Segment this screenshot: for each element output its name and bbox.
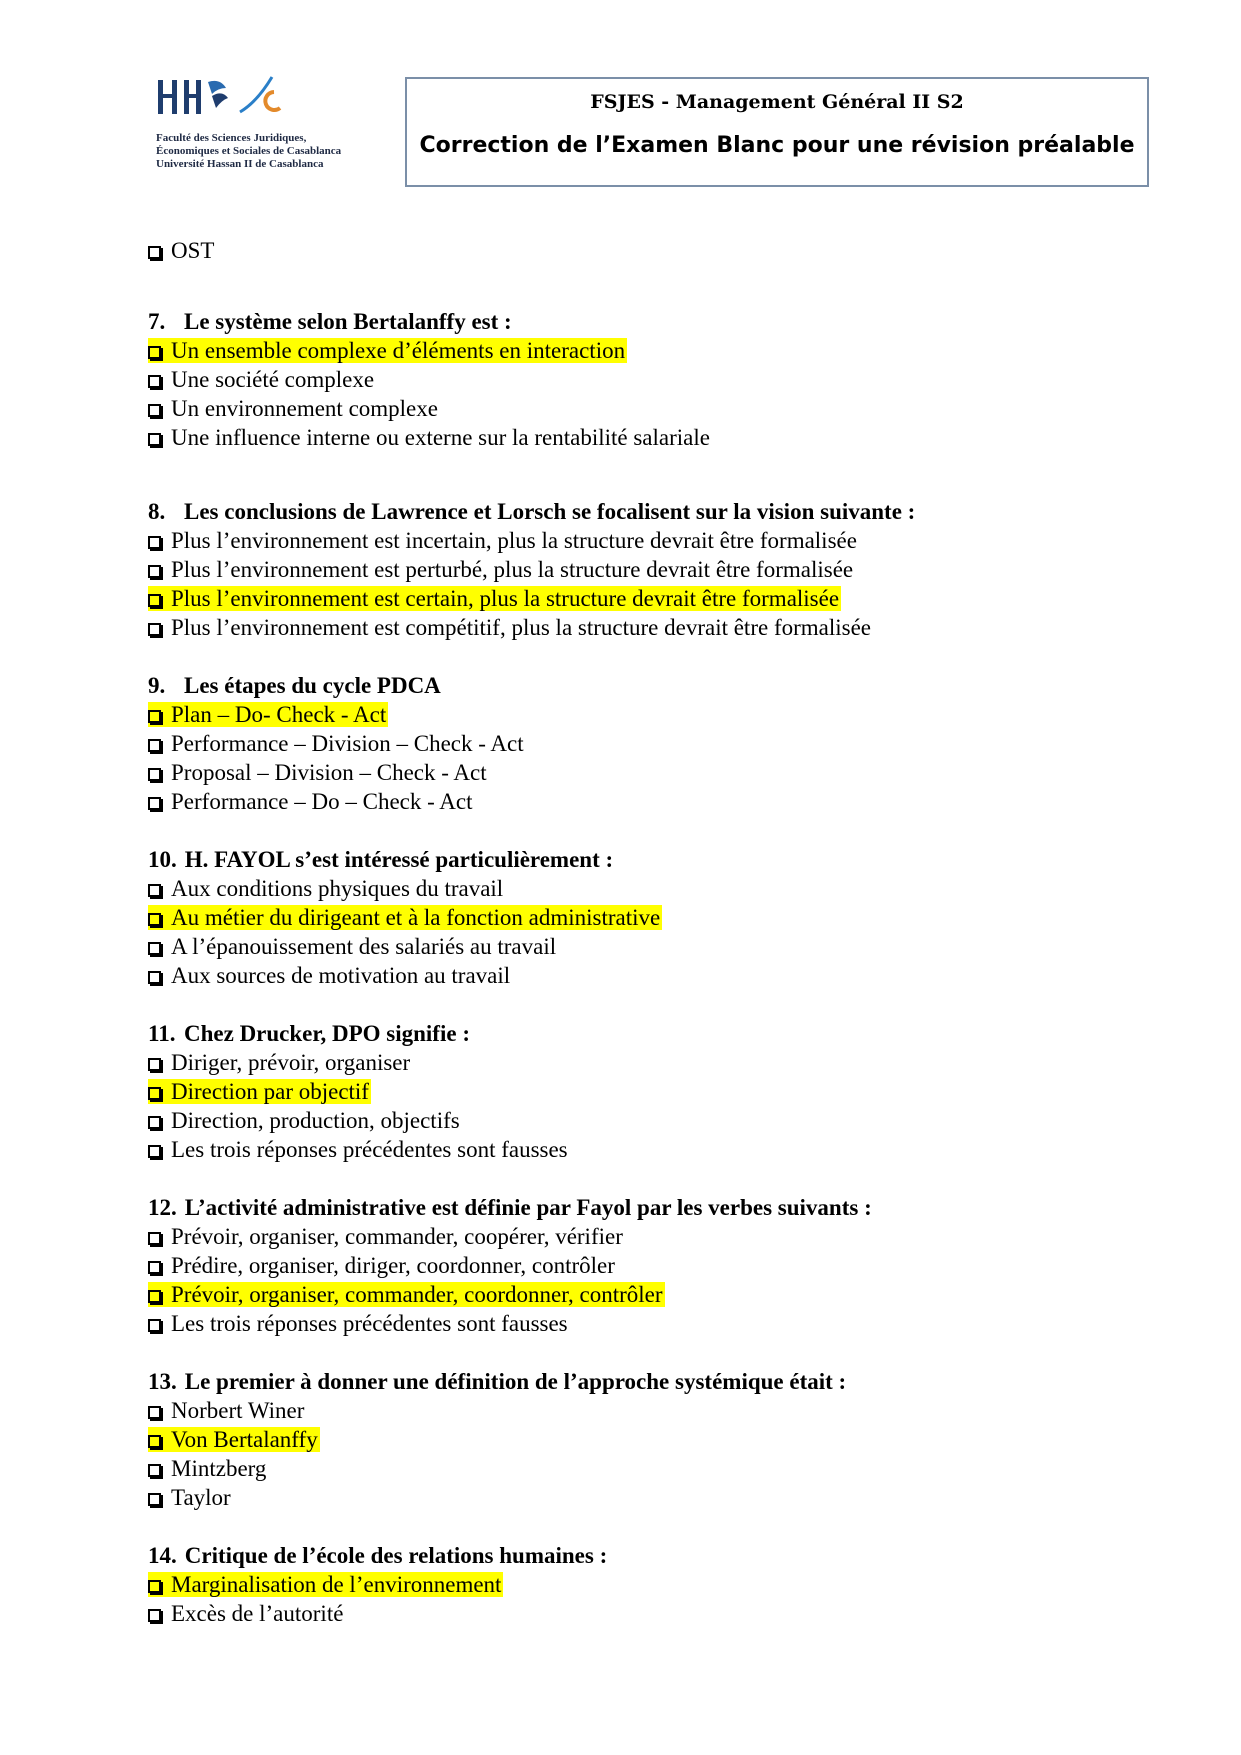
checkbox-icon (148, 710, 161, 723)
question-text: Le premier à donner une définition de l’approche systémique était : (184, 1369, 847, 1394)
question-number: 10. (148, 847, 177, 872)
question-text: Chez Drucker, DPO signifie : (184, 1021, 470, 1046)
question-heading (148, 307, 1148, 336)
option-text: Prévoir, organiser, commander, coordonner, contrôler (171, 1282, 663, 1307)
option-item[interactable] (148, 526, 1148, 555)
option-item[interactable] (148, 1599, 1148, 1628)
option-item[interactable] (148, 613, 1148, 642)
question-text: L’activité administrative est définie par Fayol par les verbes suivants : (184, 1195, 872, 1220)
option-text: Mintzberg (171, 1456, 267, 1481)
checkbox-icon (148, 1058, 161, 1071)
checkbox-icon (148, 346, 161, 359)
checkbox-icon (148, 1493, 161, 1506)
document-title: Correction de l’Examen Blanc pour une révision préalable (419, 133, 1135, 158)
option-text: Une influence interne ou externe sur la rentabilité salariale (171, 425, 710, 450)
option-item[interactable] (148, 758, 1148, 787)
option-text: Prévoir, organiser, commander, coopérer, vérifier (171, 1224, 623, 1249)
correct-option-item[interactable] (148, 903, 1148, 932)
option-text: Aux sources de motivation au travail (171, 963, 511, 988)
option-text: Les trois réponses précédentes sont fausses (171, 1137, 568, 1162)
checkbox-icon (148, 536, 161, 549)
question-text: Le système selon Bertalanffy est : (184, 309, 512, 334)
checkbox-icon (148, 1261, 161, 1274)
correct-option-item[interactable] (148, 1280, 1148, 1309)
correct-option-item[interactable] (148, 1077, 1148, 1106)
option-item[interactable] (148, 961, 1148, 990)
header-box (405, 77, 1149, 187)
correct-option-item[interactable] (148, 1570, 1148, 1599)
checkbox-icon (148, 623, 161, 636)
checkbox-icon (148, 1145, 161, 1158)
option-text: Plus l’environnement est certain, plus la structure devrait être formalisée (171, 586, 840, 611)
option-text: Plus l’environnement est incertain, plus la structure devrait être formalisée (171, 528, 857, 553)
question-heading (148, 1193, 1148, 1222)
checkbox-icon (148, 971, 161, 984)
question-number: 14. (148, 1543, 177, 1568)
question-heading (148, 1367, 1148, 1396)
option-text: Plus l’environnement est perturbé, plus la structure devrait être formalisée (171, 557, 854, 582)
option-item[interactable] (148, 555, 1148, 584)
option-item[interactable] (148, 1251, 1148, 1280)
option-item[interactable] (148, 1048, 1148, 1077)
logo-caption (156, 132, 341, 171)
option-text: Von Bertalanffy (171, 1427, 318, 1452)
checkbox-icon (148, 739, 161, 752)
question-number: 11. (148, 1021, 176, 1046)
option-item[interactable] (148, 1483, 1148, 1512)
course-title: FSJES - Management Général II S2 (590, 91, 964, 113)
checkbox-icon (148, 797, 161, 810)
option-item[interactable] (148, 394, 1148, 423)
checkbox-icon (148, 1464, 161, 1477)
checkbox-icon (148, 1406, 161, 1419)
option-text: Marginalisation de l’environnement (171, 1572, 502, 1597)
option-item[interactable] (148, 932, 1148, 961)
option-text: Plus l’environnement est compétitif, plus la structure devrait être formalisée (171, 615, 872, 640)
logo-caption-line: Économiques et Sociales de Casablanca (156, 145, 342, 157)
option-text: Diriger, prévoir, organiser (171, 1050, 411, 1075)
question-text: Les étapes du cycle PDCA (184, 673, 441, 698)
checkbox-icon (148, 1087, 161, 1100)
option-item[interactable] (148, 1222, 1148, 1251)
question-heading (148, 497, 1148, 526)
question-heading (148, 671, 1148, 700)
option-item[interactable] (148, 1309, 1148, 1338)
option-text: Performance – Do – Check - Act (171, 789, 473, 814)
logo-caption-line: Université Hassan II de Casablanca (156, 158, 324, 170)
option-text: Les trois réponses précédentes sont fausses (171, 1311, 568, 1336)
option-text: Une société complexe (171, 367, 375, 392)
checkbox-icon (148, 375, 161, 388)
correct-option-item[interactable] (148, 584, 1148, 613)
checkbox-icon (148, 884, 161, 897)
question-number: 9. (148, 673, 166, 698)
question-list (148, 307, 1148, 1628)
option-item[interactable] (148, 729, 1148, 758)
correct-option-item[interactable] (148, 1425, 1148, 1454)
option-text: OST (171, 238, 215, 263)
checkbox-icon (148, 1116, 161, 1129)
checkbox-icon (148, 1319, 161, 1332)
question-text: H. FAYOL s’est intéressé particulièrement : (184, 847, 614, 872)
checkbox-icon (148, 565, 161, 578)
option-item[interactable] (148, 874, 1148, 903)
option-item[interactable] (148, 1396, 1148, 1425)
question-number: 12. (148, 1195, 177, 1220)
option-item[interactable] (148, 423, 1148, 452)
checkbox-icon (148, 246, 161, 259)
correct-option-item[interactable] (148, 336, 1148, 365)
checkbox-icon (148, 942, 161, 955)
question-heading (148, 845, 1148, 874)
option-item[interactable] (148, 1106, 1148, 1135)
checkbox-icon (148, 1435, 161, 1448)
checkbox-icon (148, 1580, 161, 1593)
option-item[interactable] (148, 365, 1148, 394)
option-text: Au métier du dirigeant et à la fonction administrative (171, 905, 661, 930)
option-text: Performance – Division – Check - Act (171, 731, 524, 756)
option-text: Proposal – Division – Check - Act (171, 760, 487, 785)
correct-option-item[interactable] (148, 700, 1148, 729)
logo-emblem-icon (152, 72, 302, 132)
option-text: Prédire, organiser, diriger, coordonner, contrôler (171, 1253, 615, 1278)
checkbox-icon (148, 594, 161, 607)
question-heading (148, 1019, 1148, 1048)
checkbox-icon (148, 404, 161, 417)
checkbox-icon (148, 768, 161, 781)
faculty-logo (152, 72, 342, 182)
option-item[interactable] (148, 1454, 1148, 1483)
option-text: Direction par objectif (171, 1079, 369, 1104)
option-item[interactable] (148, 787, 1148, 816)
logo-caption-line: Faculté des Sciences Juridiques, (156, 132, 307, 144)
question-text: Les conclusions de Lawrence et Lorsch se focalisent sur la vision suivante : (184, 499, 916, 524)
question-number: 8. (148, 499, 166, 524)
question-text: Critique de l’école des relations humaines : (184, 1543, 608, 1568)
option-item[interactable] (148, 236, 1148, 265)
checkbox-icon (148, 1232, 161, 1245)
option-text: A l’épanouissement des salariés au travail (171, 934, 557, 959)
question-number: 13. (148, 1369, 177, 1394)
option-text: Norbert Winer (171, 1398, 305, 1423)
checkbox-icon (148, 1290, 161, 1303)
checkbox-icon (148, 433, 161, 446)
option-text: Excès de l’autorité (171, 1601, 344, 1626)
option-text: Direction, production, objectifs (171, 1108, 460, 1133)
checkbox-icon (148, 913, 161, 926)
option-text: Plan – Do- Check - Act (171, 702, 387, 727)
question-number: 7. (148, 309, 166, 334)
checkbox-icon (148, 1609, 161, 1622)
option-item[interactable] (148, 1135, 1148, 1164)
option-text: Taylor (171, 1485, 231, 1510)
exam-content (148, 236, 1148, 1628)
option-text: Un environnement complexe (171, 396, 438, 421)
option-text: Un ensemble complexe d’éléments en interaction (171, 338, 626, 363)
option-text: Aux conditions physiques du travail (171, 876, 504, 901)
question-heading (148, 1541, 1148, 1570)
